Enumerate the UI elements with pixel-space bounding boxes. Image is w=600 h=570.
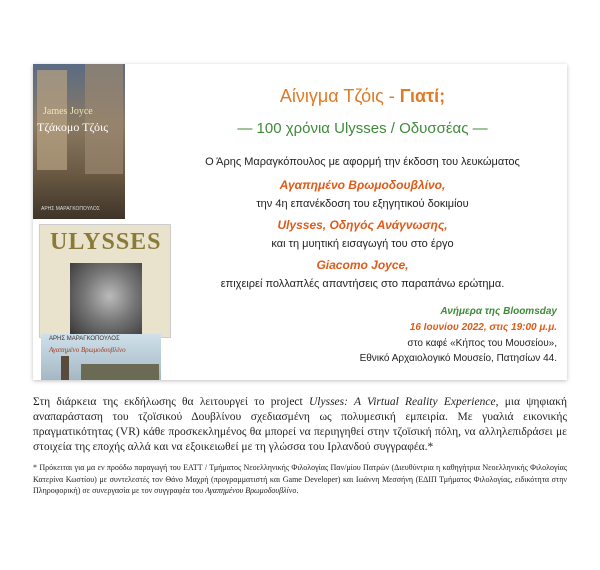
book-title: Τζάκομο Τζόις — [37, 120, 108, 134]
building-facade — [85, 64, 123, 174]
title-dash: - — [383, 86, 400, 106]
event-venue: στο καφέ «Κήπος του Μουσείου», — [407, 338, 557, 349]
event-occasion: Ανήμερα της Bloomsday — [440, 306, 557, 317]
description-line: επιχειρεί πολλαπλές απαντήσεις στο παραπάνω ερώτημα. — [220, 278, 505, 290]
street-scene — [81, 364, 159, 380]
intro-line: Ο Άρης Μαραγκόπουλος με αφορμή την έκδοση του λευκώματος — [205, 156, 520, 168]
title-main: Αίνιγμα Τζόις — [279, 86, 384, 106]
clock-tower — [61, 356, 69, 380]
paragraph-text: , μια ψηφιακή αναπαράσταση του τζοϊσικού Δουβλίνου σχεδιασμένη ως πολυμεσική εμπειρία. Με γυαλιά εικονικής πραγματικότητας (VR) κάθε προσκεκλημένος θα μπορεί να περιηγηθεί στην τζοϊσική πόλη, να αλληλεπιδράσει με στοιχεία της εποχής αλλά και να εξοικειωθεί με τη γλώσσα του Ιρλανδού συγγραφέα.* — [33, 396, 568, 453]
book-name: Ulysses, Οδηγός Ανάγνωσης, — [277, 218, 448, 232]
book-author: ΑΡΗΣ ΜΑΡΑΓΚΟΠΟΥΛΟΣ — [49, 336, 120, 342]
poster-text — [158, 64, 567, 380]
book-name: Αγαπημένο Βρωμοδουβλίνο, — [279, 178, 446, 192]
description-line: και τη μυητική εισαγωγή του στο έργο — [271, 238, 454, 250]
footnote-end: . — [296, 486, 299, 495]
book-author: James Joyce — [43, 106, 93, 117]
book-cover-dublin — [41, 334, 161, 380]
event-address: Εθνικό Αρχαιολογικό Μουσείο, Πατησίων 44. — [359, 353, 557, 364]
description-line: την 4η επανέκδοση του εξηγητικού δοκιμίου — [256, 198, 469, 210]
project-name: Ulysses: A Virtual Reality Experience — [308, 396, 496, 408]
book-covers — [33, 64, 162, 380]
footnote — [33, 462, 567, 497]
project-description — [33, 395, 567, 455]
event-poster — [33, 64, 567, 380]
book-cover-giacomo-joyce — [33, 64, 125, 219]
event-subtitle: — 100 χρόνια Ulysses / Οδυσσέας — — [237, 120, 488, 137]
event-datetime: 16 Ιουνίου 2022, στις 19:00 μ.μ. — [409, 322, 557, 333]
book-name: Giacomo Joyce, — [316, 258, 409, 272]
book-title: ULYSSES — [50, 229, 162, 255]
book-cover-ulysses — [39, 224, 171, 338]
event-title — [158, 86, 567, 107]
paragraph-text: Στη διάρκεια της εκδήλωσης θα λειτουργεί το project — [33, 396, 309, 408]
footnote-book: Αγαπημένου Βρωμοδουβλίνο — [205, 486, 297, 495]
title-question: Γιατί; — [399, 86, 446, 106]
book-title: Αγαπημένο Βρωμοδουβλίνο — [49, 346, 126, 354]
joyce-portrait — [70, 263, 142, 337]
footnote-text: * Πρόκειται για μα εν προόδω παραγωγή του ΕΑΤΤ / Τμήματος Νεοελληνικής Φιλολογίας Παν/μίου Πατρών (Διευθύντρια η καθηγήτρια Νεοελληνικής Φιλολογίας Κατερίνα Κωστίου) με συντελεστές τον Θάνο Μαχρή (προγραμματιστή και Game Developer) και Ιωάννη Μεσσήνη (ΕΔΙΠ Τμήματος Φιλολογίας, ειδικότητα στην Πληροφορική) σε συνεργασία με τον συγγραφέα του — [33, 463, 567, 495]
book-publisher: ΑΡΗΣ ΜΑΡΑΓΚΟΠΟΥΛΟΣ — [41, 206, 100, 212]
